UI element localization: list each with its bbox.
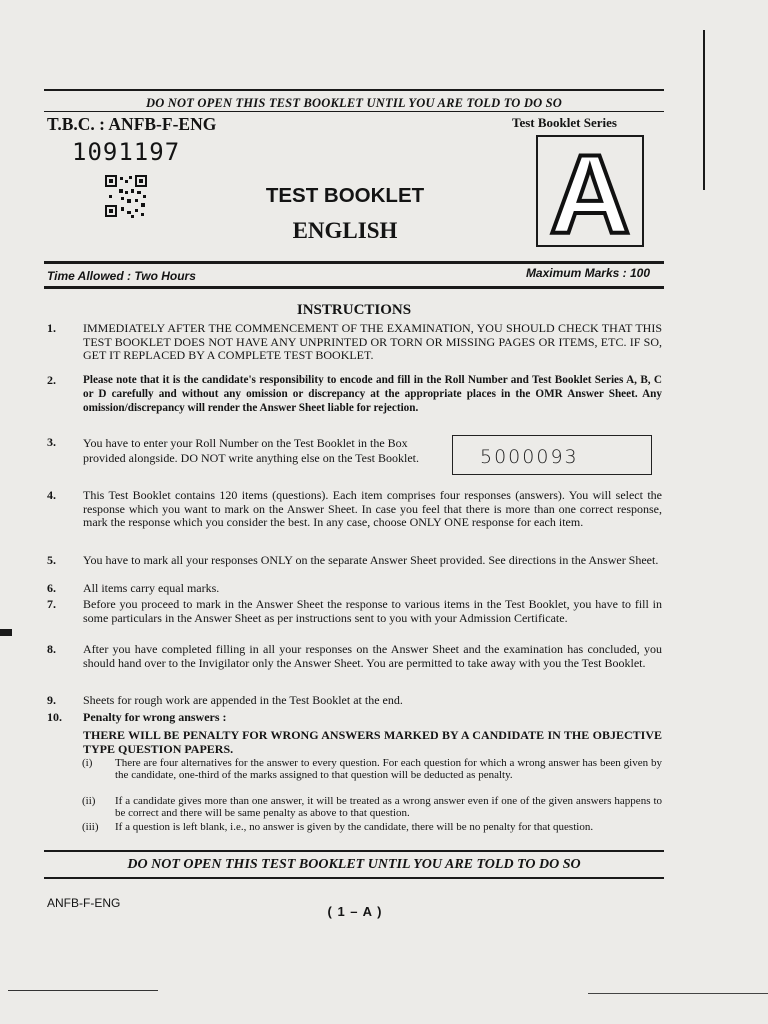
instruction-item: 2. Please note that it is the candidate's responsibility to encode and fill in the Roll Number and Test Booklet Series A, B, C or D carefully and without any omission or discrepancy at the appropriate places in the OMR Answer Sheet. Any omission/discrepancy will render the Answer Sheet liable for rejection.	[47, 373, 662, 414]
instruction-item: 7. Before you proceed to mark in the Answer Sheet the response to various items in the Test Booklet, you have to fill in some particulars in the Answer Sheet as per instructions sent to you with your Admission Certificate.	[47, 597, 662, 625]
qr-code-icon	[105, 175, 149, 219]
scan-margin-mark	[0, 629, 12, 636]
maximum-marks: Maximum Marks : 100	[525, 266, 650, 280]
bottom-rule-top	[44, 850, 664, 852]
penalty-item: (ii) If a candidate gives more than one answer, it will be treated as a wrong answer even if one of the given answers happens to be correct and there will be same penalty as above to that question.	[82, 795, 662, 819]
top-warning: DO NOT OPEN THIS TEST BOOKLET UNTIL YOU ARE TOLD TO DO SO	[145, 96, 563, 110]
instruction-item: 10. Penalty for wrong answers :	[47, 710, 227, 724]
serial-number: 1091197	[72, 138, 181, 166]
tbc-code: T.B.C. : ANFB-F-ENG	[47, 114, 217, 134]
scan-bottom-line-left	[8, 990, 158, 991]
penalty-item: (i) There are four alternatives for the answer to every question. For each question for which a wrong answer has been given by the candidate, one-third of the marks assigned to that question will be deducted as penalty.	[82, 757, 662, 781]
booklet-title: TEST BOOKLET	[265, 184, 425, 207]
meta-rule-bottom	[44, 286, 664, 289]
series-label: Test Booklet Series	[512, 115, 617, 130]
instructions-title: INSTRUCTIONS	[296, 302, 412, 318]
instruction-item: 6. All items carry equal marks.	[47, 581, 220, 595]
scan-bottom-line-right	[588, 993, 768, 994]
instruction-item: 9. Sheets for rough work are appended in the Test Booklet at the end.	[47, 693, 403, 707]
series-letter: A	[549, 137, 631, 245]
series-letter-graphic	[538, 137, 642, 245]
instruction-item: 4. This Test Booklet contains 120 items (questions). Each item comprises four responses (answers). You will select the response which you want to mark on the Answer Sheet. In case you feel that there is more than one correct response, mark the response which you consider the best. In any case, choose ONLY ONE response for each item.	[47, 488, 662, 530]
top-rule	[44, 89, 664, 91]
subject-title: ENGLISH	[292, 218, 398, 243]
meta-rule-top	[44, 261, 664, 264]
scan-edge-line	[703, 30, 705, 190]
instruction-item: 3. You have to enter your Roll Number on the Test Booklet in the Box provided alongside. DO NOT write anything else on the Test Booklet.	[47, 435, 419, 465]
bottom-rule-lower	[44, 877, 664, 879]
page-number: ( 1 – A )	[327, 904, 383, 919]
bottom-warning: DO NOT OPEN THIS TEST BOOKLET UNTIL YOU ARE TOLD TO DO SO	[127, 857, 581, 872]
instruction-item: 5. You have to mark all your responses ONLY on the separate Answer Sheet provided. See directions in the Answer Sheet.	[47, 553, 659, 567]
footer-code: ANFB-F-ENG	[47, 896, 121, 910]
top-rule-lower	[44, 111, 664, 112]
penalty-heading: THERE WILL BE PENALTY FOR WRONG ANSWERS MARKED BY A CANDIDATE IN THE OBJECTIVE TYPE QUESTION PAPERS.	[83, 728, 662, 756]
penalty-item: (iii) If a question is left blank, i.e., no answer is given by the candidate, there will be no penalty for that question.	[82, 821, 594, 833]
roll-number-value: 5000093	[480, 446, 579, 468]
time-allowed: Time Allowed : Two Hours	[47, 269, 196, 283]
series-box	[536, 135, 644, 247]
instruction-item: 8. After you have completed filling in all your responses on the Answer Sheet and the examination has concluded, you should hand over to the Invigilator only the Answer Sheet. You are permitted to take away with you the Test Booklet.	[47, 642, 662, 670]
instruction-item: 1. IMMEDIATELY AFTER THE COMMENCEMENT OF THE EXAMINATION, YOU SHOULD CHECK THAT THIS TEST BOOKLET DOES NOT HAVE ANY UNPRINTED OR TORN OR MISSING PAGES OR ITEMS, ETC. IF SO, GET IT REPLACED BY A COMPLETE TEST BOOKLET.	[47, 321, 662, 363]
